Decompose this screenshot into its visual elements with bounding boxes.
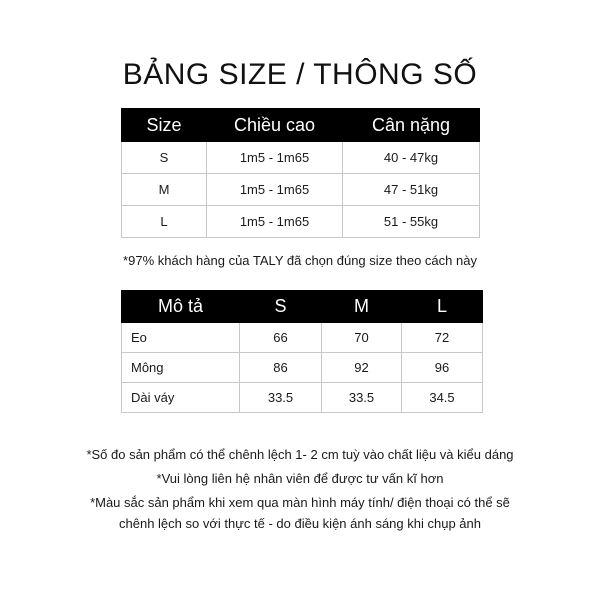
measurement-value-s: 33.5 bbox=[240, 383, 322, 413]
measurement-value-s: 66 bbox=[240, 323, 322, 353]
table-row bbox=[122, 353, 483, 383]
measurement-header-description: Mô tả bbox=[122, 291, 240, 323]
height-cell: 1m5 - 1m65 bbox=[207, 174, 343, 206]
measurement-value-s: 86 bbox=[240, 353, 322, 383]
size-table-header-row bbox=[122, 109, 480, 142]
page-title: BẢNG SIZE / THÔNG SỐ bbox=[122, 58, 478, 92]
measurement-value-l: 72 bbox=[402, 323, 483, 353]
table-row bbox=[122, 323, 483, 353]
weight-cell: 51 - 55kg bbox=[343, 206, 480, 238]
size-table-header-weight: Cân nặng bbox=[343, 109, 480, 142]
measurement-label: Dài váy bbox=[122, 383, 240, 413]
measurement-header-l: L bbox=[402, 291, 483, 323]
measurement-value-m: 92 bbox=[322, 353, 402, 383]
footnote-color-line-1: *Màu sắc sản phẩm khi xem qua màn hình máy tính/ điện thoại có thể sẽ bbox=[90, 495, 510, 510]
table-row bbox=[122, 174, 480, 206]
size-cell: S bbox=[122, 142, 207, 174]
measurement-label: Mông bbox=[122, 353, 240, 383]
size-table bbox=[121, 108, 480, 238]
size-cell: M bbox=[122, 174, 207, 206]
size-table-header-height: Chiều cao bbox=[207, 109, 343, 142]
measurement-value-l: 34.5 bbox=[402, 383, 483, 413]
table-row bbox=[122, 142, 480, 174]
customer-note: *97% khách hàng của TALY đã chọn đúng size theo cách này bbox=[123, 253, 477, 268]
measurement-value-m: 33.5 bbox=[322, 383, 402, 413]
measurement-table bbox=[121, 290, 483, 413]
table-row bbox=[122, 206, 480, 238]
height-cell: 1m5 - 1m65 bbox=[207, 206, 343, 238]
weight-cell: 47 - 51kg bbox=[343, 174, 480, 206]
footnote-tolerance: *Số đo sản phẩm có thể chênh lệch 1- 2 cm tuỳ vào chất liệu và kiểu dáng bbox=[86, 447, 514, 462]
footnote-color-line-2: chênh lệch so với thực tế - do điều kiện ánh sáng khi chụp ảnh bbox=[119, 516, 481, 531]
measurement-label: Eo bbox=[122, 323, 240, 353]
footnote-contact: *Vui lòng liên hệ nhân viên để được tư vấn kĩ hơn bbox=[156, 471, 444, 486]
measurement-header-m: M bbox=[322, 291, 402, 323]
height-cell: 1m5 - 1m65 bbox=[207, 142, 343, 174]
table-row bbox=[122, 383, 483, 413]
footnotes bbox=[0, 444, 600, 534]
weight-cell: 40 - 47kg bbox=[343, 142, 480, 174]
measurement-header-s: S bbox=[240, 291, 322, 323]
size-cell: L bbox=[122, 206, 207, 238]
measurement-value-m: 70 bbox=[322, 323, 402, 353]
measurement-value-l: 96 bbox=[402, 353, 483, 383]
measurement-table-header-row bbox=[122, 291, 483, 323]
size-table-header-size: Size bbox=[122, 109, 207, 142]
